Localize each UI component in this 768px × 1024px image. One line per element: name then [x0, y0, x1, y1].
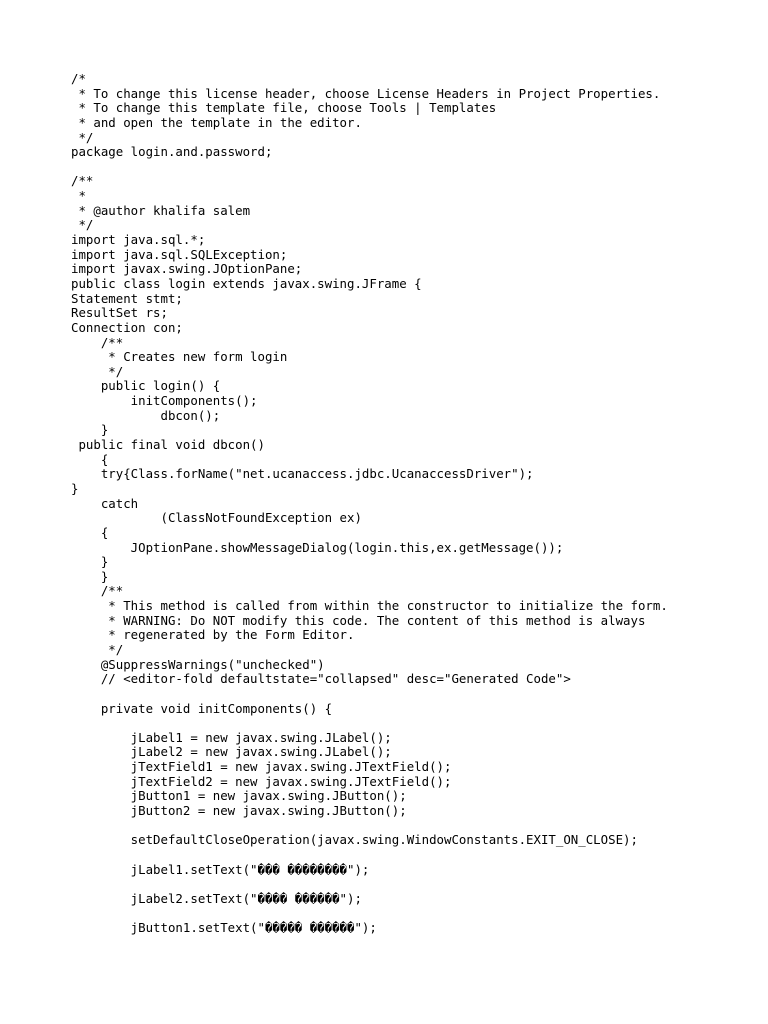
code-line: } [71, 480, 79, 496]
code-line: jTextField1 = new javax.swing.JTextField(); [71, 759, 452, 775]
code-line: } [71, 554, 109, 570]
code-line: * To change this license header, choose License Headers in Project Properties. [71, 85, 661, 101]
code-line: jTextField2 = new javax.swing.JTextField(); [71, 773, 452, 789]
code-line: } [71, 568, 109, 584]
code-line: @SuppressWarnings("unchecked") [71, 656, 325, 672]
code-line: { [71, 451, 109, 467]
code-line: * and open the template in the editor. [71, 114, 362, 130]
code-line: jLabel1 = new javax.swing.JLabel(); [71, 729, 392, 745]
code-line: */ [71, 363, 124, 379]
code-line: /** [71, 334, 124, 350]
code-line: import javax.swing.JOptionPane; [71, 261, 303, 277]
code-line: /** [71, 173, 94, 189]
code-line: Statement stmt; [71, 290, 183, 306]
code-line: * This method is called from within the constructor to initialize the form. [71, 598, 668, 614]
code-line: public class login extends javax.swing.JFrame { [71, 275, 422, 291]
code-line [71, 687, 668, 702]
code-line: JOptionPane.showMessageDialog(login.this,ex.getMessage()); [71, 539, 564, 555]
code-line: jButton1.setText("����� ������"); [71, 920, 377, 936]
code-line: jButton1 = new javax.swing.JButton(); [71, 788, 407, 804]
code-line: setDefaultCloseOperation(javax.swing.WindowConstants.EXIT_ON_CLOSE); [71, 832, 638, 848]
code-line: * [71, 188, 86, 204]
code-line [71, 160, 668, 175]
code-line: /* [71, 71, 86, 86]
code-line: { [71, 524, 109, 540]
code-line: jButton2 = new javax.swing.JButton(); [71, 803, 407, 819]
code-line [71, 819, 668, 834]
code-line: } [71, 422, 109, 438]
code-line: public final void dbcon() [71, 437, 265, 453]
code-line: catch [71, 495, 139, 511]
code-line: ResultSet rs; [71, 305, 168, 321]
code-line: jLabel2 = new javax.swing.JLabel(); [71, 744, 392, 760]
code-line: initComponents(); [71, 393, 258, 409]
code-line: (ClassNotFoundException ex) [71, 510, 362, 526]
code-line [71, 907, 668, 922]
code-line: import java.sql.*; [71, 232, 206, 248]
code-line: Connection con; [71, 319, 183, 335]
code-line: private void initComponents() { [71, 700, 333, 716]
code-line [71, 716, 668, 731]
code-line: public login() { [71, 378, 221, 394]
source-code-listing [71, 72, 668, 936]
code-line: * @author khalifa salem [71, 202, 251, 218]
code-line: * regenerated by the Form Editor. [71, 627, 355, 643]
code-line: package login.and.password; [71, 144, 273, 160]
code-line: try{Class.forName("net.ucanaccess.jdbc.UcanaccessDriver"); [71, 466, 534, 482]
code-line: jLabel1.setText("��� ��������"); [71, 861, 370, 877]
code-line: // <editor-fold defaultstate="collapsed" desc="Generated Code"> [71, 671, 571, 687]
code-line [71, 877, 668, 892]
code-line: /** [71, 583, 124, 599]
code-line: */ [71, 217, 94, 233]
code-line: import java.sql.SQLException; [71, 246, 288, 262]
code-line [71, 848, 668, 863]
code-line: * WARNING: Do NOT modify this code. The content of this method is always [71, 612, 646, 628]
code-line: */ [71, 129, 94, 145]
code-line: */ [71, 641, 124, 657]
code-line: dbcon(); [71, 407, 221, 423]
code-line: jLabel2.setText("���� ������"); [71, 890, 362, 906]
code-line: * To change this template file, choose Tools | Templates [71, 100, 497, 116]
code-line: * Creates new form login [71, 349, 288, 365]
